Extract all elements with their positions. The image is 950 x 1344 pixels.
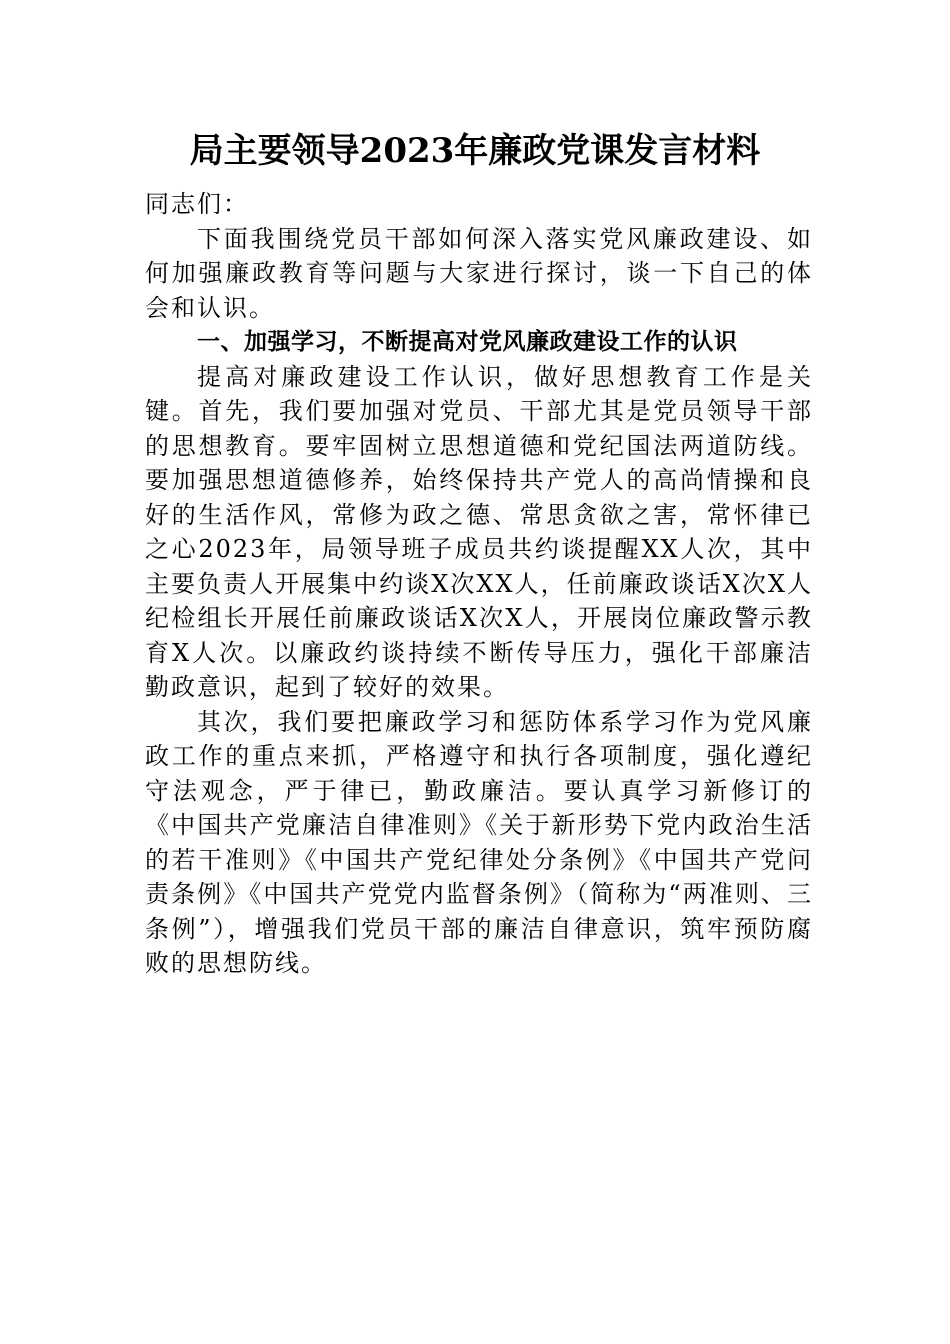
paragraph-1: 提高对廉政建设工作认识，做好思想教育工作是关键。首先，我们要加强对党员、干部尤其是党员领导干部的思想教育。要牢固树立思想道德和党纪国法两道防线。要加强思想道德修养，始终保持共产党人的高尚情操和良好的生活作风，常修为政之德、常思贪欲之害，常怀律已之心2023年，局领导班子成员共约谈提醒XX人次，其中主要负责人开展集中约谈X次XX人，任前廉政谈话X次X人纪检组长开展任前廉政谈话X次X人，开展岗位廉政警示教育X人次。以廉政约谈持续不断传导压力，强化干部廉洁勤政意识，起到了较好的效果。 (145, 362, 813, 701)
intro-paragraph: 下面我围绕党员干部如何深入落实党风廉政建设、如何加强廉政教育等问题与大家进行探讨，谈一下自己的体会和认识。 (145, 224, 813, 322)
salutation: 同志们： (145, 190, 249, 218)
paragraph-2: 其次，我们要把廉政学习和惩防体系学习作为党风廉政工作的重点来抓，严格遵守和执行各项制度，强化遵纪守法观念，严于律已，勤政廉洁。要认真学习新修订的《中国共产党廉洁自律准则》《关于新形势下党内政治生活的若干准则》《中国共产党纪律处分条例》《中国共产党问责条例》《中国共产党党内监督条例》（简称为“两准则、三条例”），增强我们党员干部的廉洁自律意识，筑牢预防腐败的思想防线。 (145, 707, 813, 977)
document-title: 局主要领导2023年廉政党课发言材料 (189, 131, 761, 171)
document-body (145, 187, 813, 981)
section-heading: 一、加强学习，不断提高对党风廉政建设工作的认识 (197, 329, 738, 355)
